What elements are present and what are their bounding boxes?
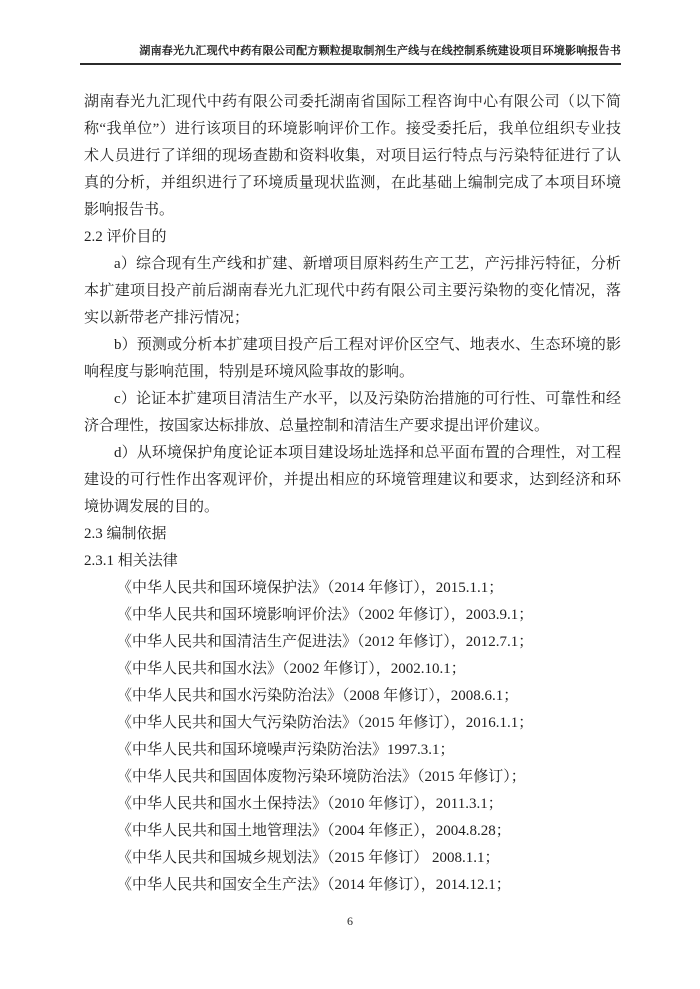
running-header-title: 湖南春光九汇现代中药有限公司配方颗粒提取制剂生产线与在线控制系统建设项目环境影响报告书 xyxy=(139,45,621,57)
evaluation-purpose-item-d: d）从环境保护角度论证本项目建设场址选择和总平面布置的合理性，对工程建设的可行性作出客观评价，并提出相应的环境管理建议和要求，达到经济和环境协调发展的目的。 xyxy=(84,445,621,515)
page-number: 6 xyxy=(347,914,353,928)
intro-paragraph: 湖南春光九汇现代中药有限公司委托湖南省国际工程咨询中心有限公司（以下简称“我单位”）进行该项目的环境影响评价工作。接受委托后，我单位组织专业技术人员进行了详细的现场查勘和资料收集，对项目运行特点与污染特征进行了认真的分析，并组织进行了环境质量现状监测，在此基础上编制完成了本项目环境影响报告书。 xyxy=(84,94,621,218)
law-item: 《中华人民共和国环境噪声污染防治法》1997.3.1； xyxy=(117,742,455,758)
law-item: 《中华人民共和国环境影响评价法》（2002 年修订），2003.9.1； xyxy=(117,607,534,623)
evaluation-purpose-item-c: c）论证本扩建项目清洁生产水平，以及污染防治措施的可行性、可靠性和经济合理性，按国家达标排放、总量控制和清洁生产要求提出评价建议。 xyxy=(84,391,621,434)
law-item: 《中华人民共和国土地管理法》（2004 年修正），2004.8.28； xyxy=(117,823,511,839)
law-item: 《中华人民共和国固体废物污染环境防治法》（2015 年修订）； xyxy=(117,769,526,785)
page-footer xyxy=(0,912,700,930)
law-item: 《中华人民共和国水土保持法》（2010 年修订），2011.3.1； xyxy=(117,796,503,812)
page-header xyxy=(80,42,621,65)
subsection-heading-2-3-1: 2.3.1 相关法律 xyxy=(84,553,178,569)
law-item: 《中华人民共和国安全生产法》（2014 年修订），2014.12.1； xyxy=(117,877,511,893)
law-item: 《中华人民共和国城乡规划法》（2015 年修订） 2008.1.1； xyxy=(117,850,500,866)
evaluation-purpose-item-a: a）综合现有生产线和扩建、新增项目原料药生产工艺，产污排污特征，分析本扩建项目投产前后湖南春光九汇现代中药有限公司主要污染物的变化情况，落实以新带老产排污情况； xyxy=(84,256,621,326)
evaluation-purpose-item-b: b）预测或分析本扩建项目投产后工程对评价区空气、地表水、生态环境的影响程度与影响范围，特别是环境风险事故的影响。 xyxy=(84,337,621,380)
law-item: 《中华人民共和国水污染防治法》（2008 年修订），2008.6.1； xyxy=(117,688,519,704)
law-item: 《中华人民共和国清洁生产促进法》（2012 年修订），2012.7.1； xyxy=(117,634,534,650)
page-body xyxy=(84,89,621,899)
law-item: 《中华人民共和国环境保护法》（2014 年修订），2015.1.1； xyxy=(117,580,504,596)
law-item: 《中华人民共和国大气污染防治法》（2015 年修订），2016.1.1； xyxy=(117,715,534,731)
section-heading-2-2: 2.2 评价目的 xyxy=(84,229,167,245)
section-heading-2-3: 2.3 编制依据 xyxy=(84,526,167,542)
law-item: 《中华人民共和国水法》（2002 年修订），2002.10.1； xyxy=(117,661,466,677)
